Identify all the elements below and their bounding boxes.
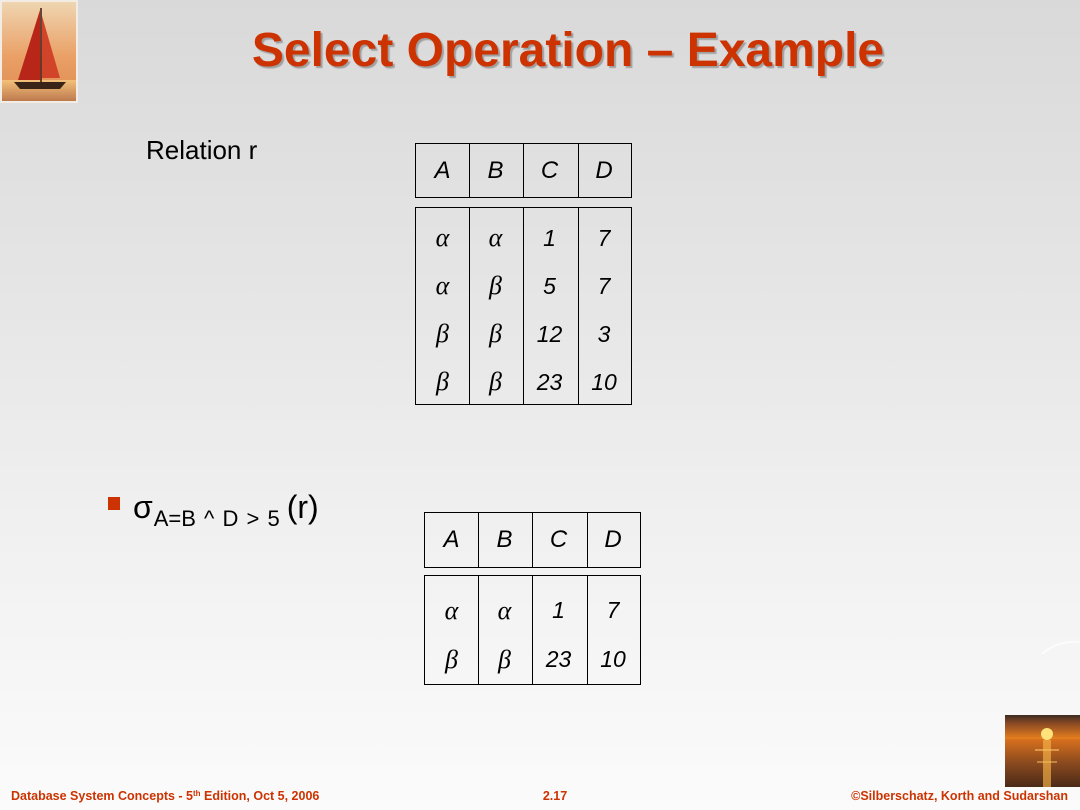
relation-r-cell: 7 [597,272,611,299]
relation-r-cell: 7 [597,224,611,251]
relation-label: Relation r [146,135,258,165]
column-divider [469,208,470,404]
relation-r-cell: β [489,319,502,348]
relation-r-cell: β [489,367,502,396]
result-body [424,575,641,685]
hull [14,82,66,89]
relation-r-cell: 12 [536,320,563,347]
page-title: Select Operation – Example [251,24,885,77]
result-cell: α [497,595,512,625]
result-cell: α [444,595,459,625]
selection-predicate: A=B ^ D > 5 [153,506,280,531]
column-divider [587,576,588,684]
wave-highlight [1037,761,1057,763]
result-header-cell: D [604,526,622,553]
sun [1041,728,1053,740]
relation-r-cell: β [436,367,449,396]
column-divider [587,513,588,567]
result-header [424,512,641,568]
footer-book-title: Database System Concepts - 5 [11,789,194,803]
relation-r-header [415,143,632,198]
footer-edition-suffix: th [193,789,201,798]
column-divider [578,144,579,197]
relation-r-header-cell: C [540,156,559,184]
footer-edition-date: Edition, Oct 5, 2006 [200,789,320,803]
sunset-picture [1005,715,1080,787]
column-divider [578,208,579,404]
footer-book-info [11,788,319,804]
relation-r-body [415,207,632,405]
result-cell: β [445,644,458,674]
relation-argument: (r) [286,489,319,525]
result-cell: 7 [606,597,620,623]
relation-r-cell: α [435,223,450,252]
result-cell: β [498,644,511,674]
column-divider [532,576,533,684]
decorative-swoosh [1040,632,1080,668]
result-cell: 10 [600,646,626,672]
result-cell: 23 [545,646,572,672]
column-divider [478,576,479,684]
relation-r-cell: 23 [536,368,563,395]
column-divider [523,144,524,197]
footer-copyright: ©Silberschatz, Korth and Sudarshan [851,789,1068,803]
relation-r-cell: β [489,271,502,300]
selection-expression [133,491,319,535]
sailboat-image [0,0,78,103]
relation-r-cell: β [436,319,449,348]
column-divider [478,513,479,567]
result-cell: 1 [552,597,565,623]
relation-r-cell: α [435,271,450,300]
sigma-operator: σ [133,489,153,525]
sailboat-picture [0,0,78,103]
column-divider [523,208,524,404]
footer-page-number: 2.17 [542,789,568,803]
result-header-cell: A [443,526,460,553]
sunset-image [1005,715,1080,787]
relation-r-cell: 5 [543,272,556,299]
relation-r-cell: α [488,223,503,252]
relation-r-header-cell: A [434,156,451,184]
relation-r-cell: 3 [597,320,611,347]
sun-reflection [1043,740,1051,787]
column-divider [532,513,533,567]
bullet-square-icon [108,497,120,510]
wave-highlight [1035,749,1059,751]
relation-r-header-cell: D [595,156,613,184]
relation-r-cell: 10 [591,368,617,395]
result-header-cell: B [496,526,513,553]
column-divider [469,144,470,197]
relation-r-cell: 1 [543,224,556,251]
result-header-cell: C [549,526,568,553]
relation-r-header-cell: B [487,156,504,184]
